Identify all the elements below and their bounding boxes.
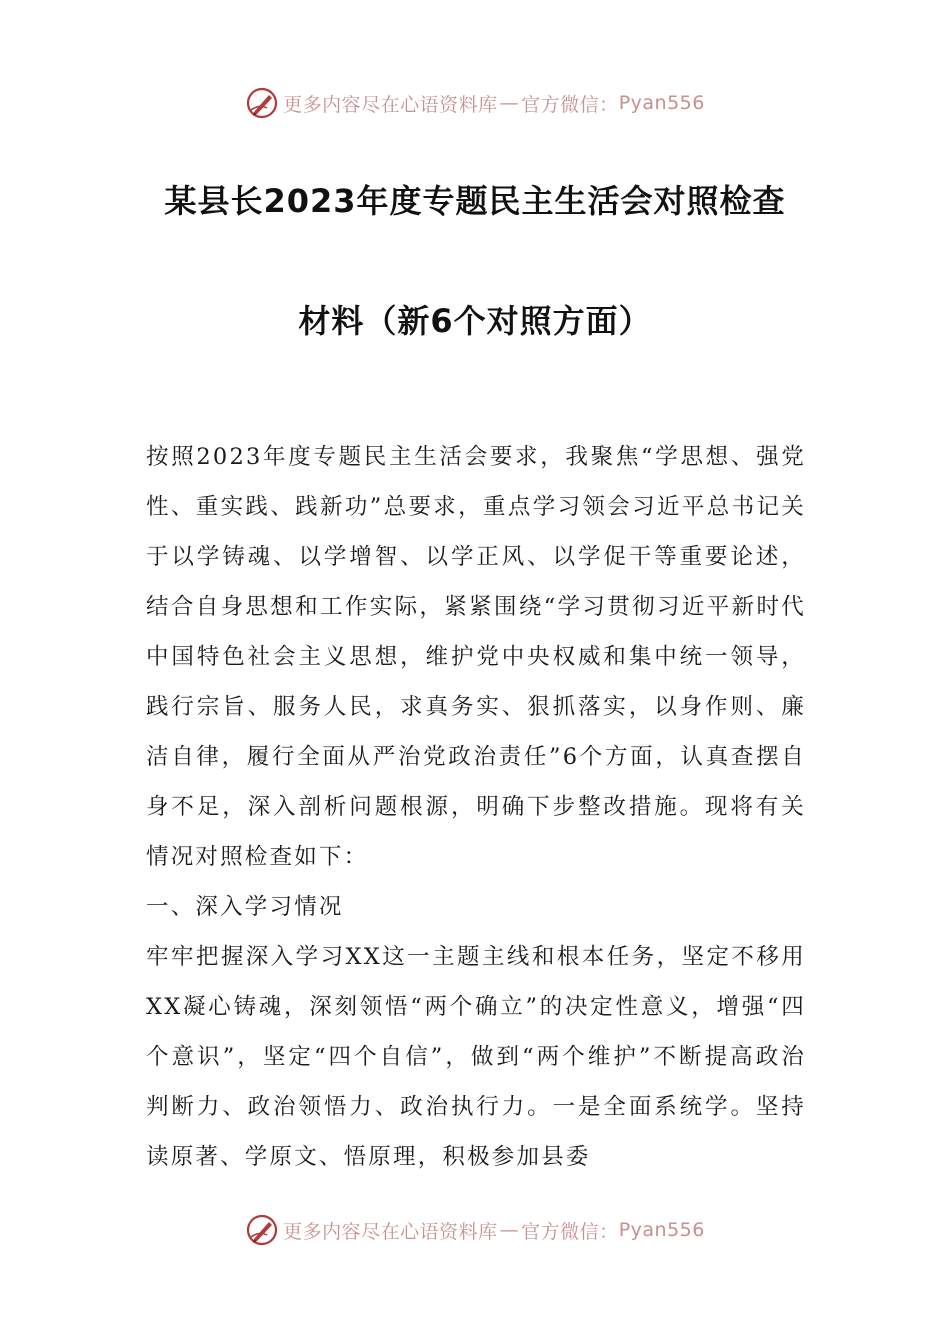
section-paragraph: 牢牢把握深入学习XX这一主题主线和根本任务，坚定不移用XX凝心铸魂，深刻领悟“两个确立”的决定性意义，增强“四个意识”，坚定“四个自信”，做到“两个维护”不断提高政治判断力、政治领悟力、政治执行力。一是全面系统学。坚持读原著、学原文、悟原理，积极参加县委: [146, 944, 806, 1170]
watermark-separator: —: [499, 92, 520, 114]
document-body: [146, 432, 806, 1182]
watermark-footer: [0, 1210, 950, 1250]
document-title-line2: 材料（新6个对照方面）: [298, 302, 652, 340]
watermark-label: 官方微信：: [521, 93, 619, 116]
pen-logo-icon: [245, 86, 279, 120]
document-title-line1: 某县长2023年度专题民主生活会对照检查: [164, 182, 786, 220]
watermark-text: 更多内容尽在心语资料库: [283, 93, 498, 116]
watermark-wechat-id: Pyan556: [618, 1219, 705, 1241]
intro-paragraph: 按照2023年度专题民主生活会要求，我聚焦“学思想、强党性、重实践、践新功”总要求，重点学习领会习近平总书记关于以学铸魂、以学增智、以学正风、以学促干等重要论述，结合自身思想和工作实际，紧紧围绕“学习贯彻习近平新时代中国特色社会主义思想，维护党中央权威和集中统一领导，践行宗旨、服务人民，求真务实、狠抓落实，以身作则、廉洁自律，履行全面从严治党政治责任”6个方面，认真查摆自身不足，深入剖析问题根源，明确下步整改措施。现将有关情况对照检查如下：: [146, 444, 806, 870]
watermark-wechat-id: Pyan556: [618, 92, 705, 114]
watermark-separator: —: [499, 1219, 520, 1241]
pen-logo-icon: [245, 1213, 279, 1247]
watermark-label: 官方微信：: [521, 1220, 619, 1243]
section-heading: 一、深入学习情况: [146, 894, 344, 920]
watermark-header: [0, 83, 950, 123]
watermark-text: 更多内容尽在心语资料库: [283, 1220, 498, 1243]
